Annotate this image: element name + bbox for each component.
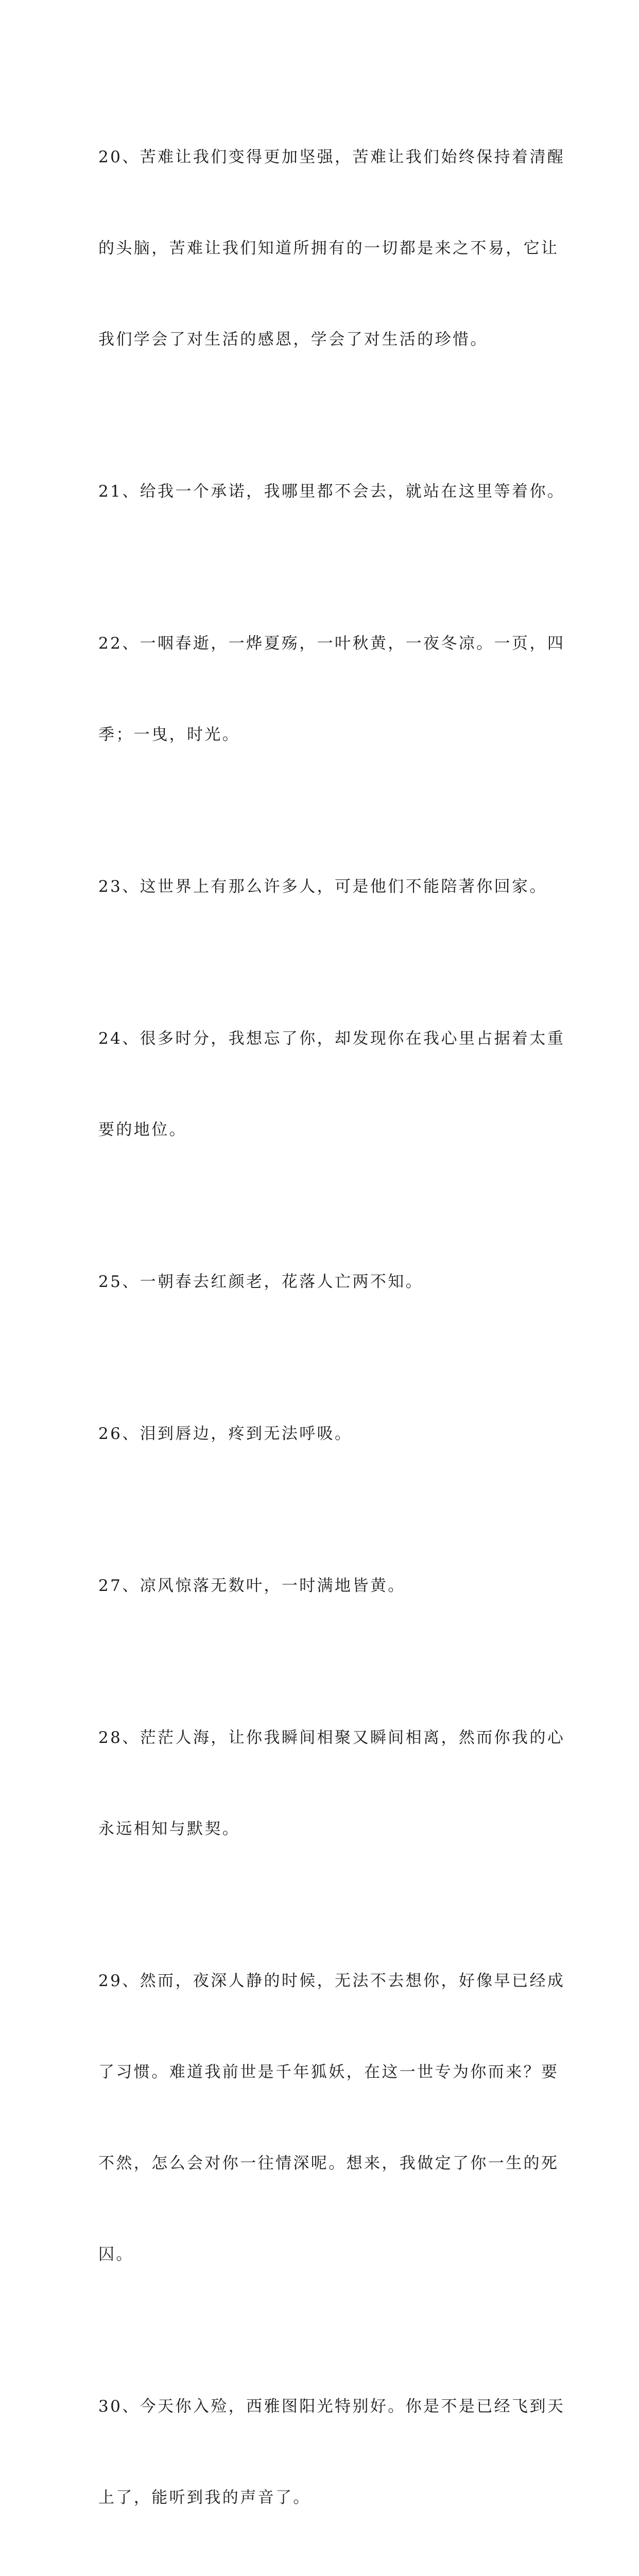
text-line: 22、一咽春逝，一烨夏殇，一叶秋黄，一夜冬凉。一页，四 (98, 634, 565, 653)
text-line: 不然，怎么会对你一往情深呢。想来，我做定了你一生的死 (98, 2154, 559, 2173)
text-line: 囚。 (98, 2245, 134, 2264)
list-item (98, 1206, 551, 1358)
text-line: 28、茫茫人海，让你我瞬间相聚又瞬间相离，然而你我的心 (98, 1728, 565, 1747)
text-line: 要的地位。 (98, 1121, 187, 1139)
list-item (98, 811, 551, 963)
text-line: 的头脑，苦难让我们知道所拥有的一切都是来之不易，它让 (98, 239, 559, 258)
list-item (98, 1905, 565, 2331)
text-line: 29、然而，夜深人静的时候，无法不去想你，好像早已经成 (98, 1972, 565, 1990)
list-item (98, 81, 565, 416)
text-line: 我们学会了对生活的感恩，学会了对生活的珍惜。 (98, 330, 488, 349)
text-line: 26、泪到唇边，疼到无法呼吸。 (98, 1425, 353, 1443)
text-line: 季；一曳，时光。 (98, 725, 240, 744)
list-item (98, 1358, 551, 1510)
list-item (98, 416, 565, 568)
document-body (98, 81, 565, 2576)
text-line: 23、这世界上有那么许多人，可是他们不能陪著你回家。 (98, 877, 547, 896)
list-item (98, 2331, 565, 2574)
text-line: 了习惯。难道我前世是千年狐妖，在这一世专为你而来？要 (98, 2063, 559, 2081)
text-line: 上了，能听到我的声音了。 (98, 2488, 311, 2507)
text-line: 永远相知与默契。 (98, 1820, 240, 1838)
list-item (98, 1510, 551, 1662)
text-line: 21、给我一个承诺，我哪里都不会去，就站在这里等着你。 (98, 482, 565, 501)
text-line: 24、很多时分，我想忘了你，却发现你在我心里占据着太重 (98, 1029, 565, 1048)
list-item (98, 963, 565, 1206)
text-line: 25、一朝春去红颜老，花落人亡两不知。 (98, 1273, 424, 1291)
list-item (98, 568, 565, 811)
list-item (98, 2574, 551, 2576)
text-line: 27、凉风惊落无数叶，一时满地皆黄。 (98, 1577, 406, 1595)
text-line: 30、今天你入殓，西雅图阳光特别好。你是不是已经飞到天 (98, 2397, 565, 2416)
text-line: 20、苦难让我们变得更加坚强，苦难让我们始终保持着清醒 (98, 148, 565, 166)
list-item (98, 1662, 565, 1905)
